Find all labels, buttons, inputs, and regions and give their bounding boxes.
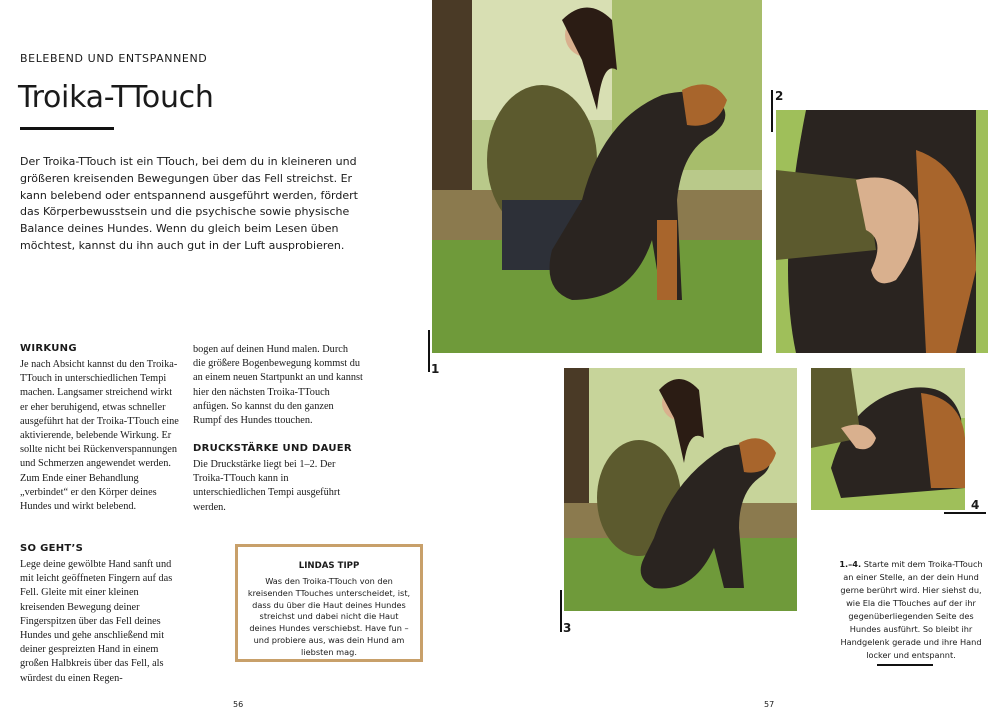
photo-2-marker-line (771, 90, 773, 132)
caption-text: Starte mit dem Troika-TTouch an einer Stelle, an der dein Hund gerne berührt wird. Hier siehst du, wie Ela die TTouches auf der ihr gegenüberliegenden Seite des Hundes ausführt. So bleibt ihr Handgelenk gerade und ihre Hand locker und entspannt. (840, 559, 983, 660)
page-number-right: 57 (764, 700, 775, 709)
intro-paragraph: Der Troika-TTouch ist ein TTouch, bei dem du in kleineren und größeren kreisenden Bewegungen über das Fell streichst. Er kann belebend oder entspannend ausgeführt werden, fördert das Körperbewusstsein und die psychische sowie physische Balance deines Hundes. Wenn du gleich beim Lesen üben möchtest, kannst du ihn auch gut in der Luft ausprobieren. (20, 155, 358, 252)
so-gehts-heading: SO GEHT’S (20, 543, 84, 554)
photo-3-marker-line (560, 590, 562, 632)
caption-underline (877, 664, 933, 666)
photo-1-woman-with-dog (432, 0, 762, 353)
photo-3-woman-with-dog (564, 368, 797, 611)
photo-number-1: 1 (431, 362, 440, 376)
so-gehts-text: Lege deine gewölbte Hand sanft und mit leicht geöffneten Fingern auf das Fell. Gleite mit einer kleinen kreisenden Bewegung deiner Fingerspitzen über das Fell deines Hundes und gehe anschließend mit deiner gespreizten Hand in einem großen Halbkreis über das Fell, als würdest du einen Regen- (20, 559, 173, 684)
wirkung-text: Je nach Absicht kannst du den Troika-TTouch in unterschiedlichen Tempi machen. Langsamer streichend wirkt er eher beruhigend, etwas schneller ausgeführt hat der Troika-TTouch eine aktivierende, belebende Wirkung. Er sollte nicht bei Rückenverspannungen und Schmerzen angewendet werden. Zum Ende einer Behandlung „verbindet“ er den Körper deines Hundes und wirkt belebend. (20, 359, 179, 513)
photo-number-2: 2 (775, 89, 784, 103)
photo-2-hand-on-dog (776, 110, 988, 353)
druck-text: Die Druckstärke liegt bei 1–2. Der Troika-TTouch kann in unterschiedlichen Tempi ausgeführt werden. (193, 459, 341, 513)
photo-4-hand-on-dog (811, 368, 965, 510)
photo-number-3: 3 (563, 621, 572, 635)
photo-caption (836, 558, 986, 662)
photo-4-marker-line (944, 512, 986, 514)
title-underline (20, 127, 114, 130)
page-number-left: 56 (233, 700, 244, 709)
caption-lead: 1.–4. (839, 559, 862, 569)
tip-text: Was den Troika-TTouch von den kreisenden TTouches unterscheidet, ist, dass du über die Haut deines Hundes streichst und dabei nicht die Haut deines Hundes verschiebst. Have fun – und probiere aus, was dein Hund am liebsten mag. (247, 576, 411, 657)
druck-heading: DRUCKSTÄRKE UND DAUER (193, 443, 352, 454)
photo-1-marker-line (428, 330, 430, 372)
wirkung-heading: WIRKUNG (20, 343, 77, 354)
column2-text: bogen auf deinen Hund malen. Durch die größere Bogenbewegung kommst du an einem neuen Startpunkt an und kannst hier den nächsten Troika-TTouch anfügen. So kannst du den ganzen Rumpf des Hundes ttouchen. (193, 344, 363, 427)
photo-number-4: 4 (971, 498, 980, 512)
tip-title: LINDAS TIPP (298, 561, 360, 571)
tip-box (235, 544, 423, 662)
page-title: Troika-TTouch (18, 80, 214, 115)
section-kicker: BELEBEND UND ENTSPANNEND (20, 52, 208, 65)
